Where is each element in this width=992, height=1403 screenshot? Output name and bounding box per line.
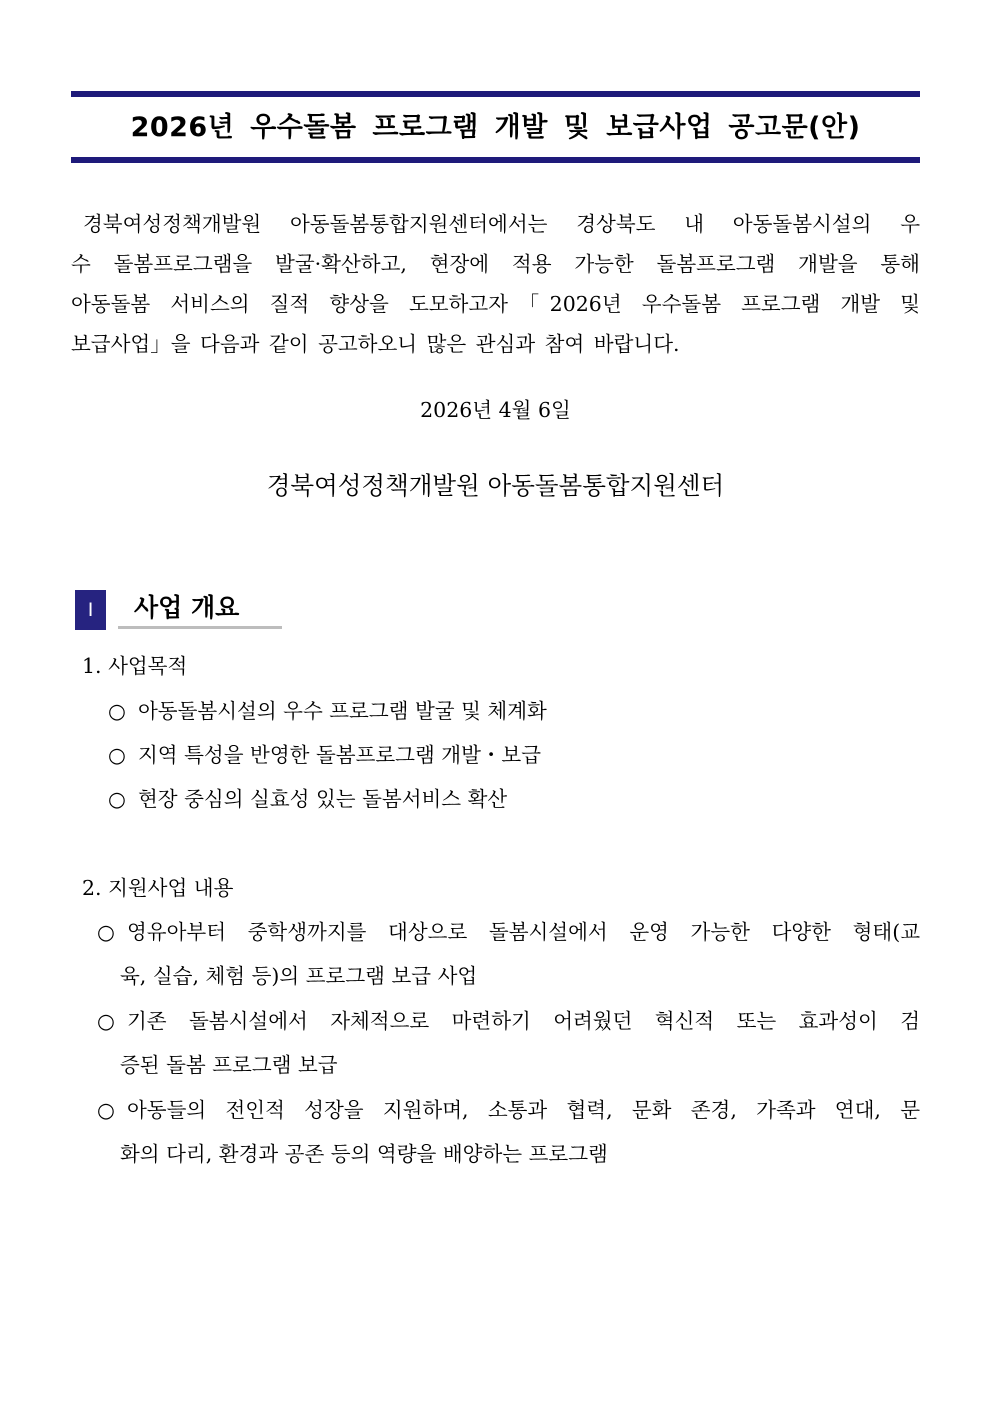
- intro-line-3: 아동돌봄 서비스의 질적 향상을 도모하고자「2026년 우수돌봄 프로그램 개발 및: [71, 292, 920, 316]
- title-top-rule: [71, 91, 920, 97]
- list-item: [108, 781, 507, 817]
- intro-line-1: 경북여성정책개발원 아동돌봄통합지원센터에서는 경상북도 내 아동돌봄시설의 우: [83, 212, 920, 236]
- intro-paragraph: [71, 204, 920, 364]
- intro-line-4: 보급사업」을 다음과 같이 공고하오니 많은 관심과 참여 바랍니다.: [71, 332, 680, 356]
- bullet-circle: ○: [97, 920, 115, 944]
- list-item: [108, 737, 541, 773]
- subsection-heading-support: 2. 지원사업 내용: [82, 876, 234, 900]
- support-item-2-line-1: ○ 기존 돌봄시설에서 자체적으로 마련하기 어려웠던 혁신적 또는 효과성이 검: [97, 1003, 920, 1039]
- purpose-item-1: 아동돌봄시설의 우수 프로그램 발굴 및 체계화: [138, 699, 547, 723]
- list-item: [108, 693, 547, 729]
- support-item-3-line-1: ○ 아동들의 전인적 성장을 지원하며, 소통과 협력, 문화 존경, 가족과 연대, 문: [97, 1092, 920, 1128]
- bullet-circle: ○: [97, 1098, 115, 1122]
- support-item-1-line-1: ○ 영유아부터 중학생까지를 대상으로 돌봄시설에서 운영 가능한 다양한 형태(교: [97, 914, 920, 950]
- section-title-underline: [118, 626, 282, 629]
- support-item-3-line-2: 화의 다리, 환경과 공존 등의 역량을 배양하는 프로그램: [120, 1142, 608, 1166]
- bullet-circle: ○: [108, 787, 126, 811]
- bullet-circle: ○: [108, 699, 126, 723]
- purpose-item-3: 현장 중심의 실효성 있는 돌봄서비스 확산: [138, 787, 508, 811]
- section-number-badge: Ⅰ: [75, 590, 106, 630]
- bullet-circle: ○: [97, 1009, 115, 1033]
- title-bottom-rule: [71, 157, 920, 163]
- subsection-heading-purpose: 1. 사업목적: [82, 654, 188, 678]
- intro-line-2: 수 돌봄프로그램을 발굴·확산하고, 현장에 적용 가능한 돌봄프로그램 개발을 통해: [71, 252, 920, 276]
- purpose-item-2: 지역 특성을 반영한 돌봄프로그램 개발・보급: [138, 743, 542, 767]
- announcement-date: 2026년 4월 6일: [420, 398, 571, 422]
- document-title: 2026년 우수돌봄 프로그램 개발 및 보급사업 공고문(안): [130, 112, 861, 143]
- support-item-1-line-2: 육, 실습, 체험 등)의 프로그램 보급 사업: [120, 964, 478, 988]
- section-title: 사업 개요: [134, 593, 240, 622]
- issuing-organization: 경북여성정책개발원 아동돌봄통합지원센터: [266, 471, 725, 500]
- bullet-circle: ○: [108, 743, 126, 767]
- support-item-2-line-2: 증된 돌봄 프로그램 보급: [120, 1053, 338, 1077]
